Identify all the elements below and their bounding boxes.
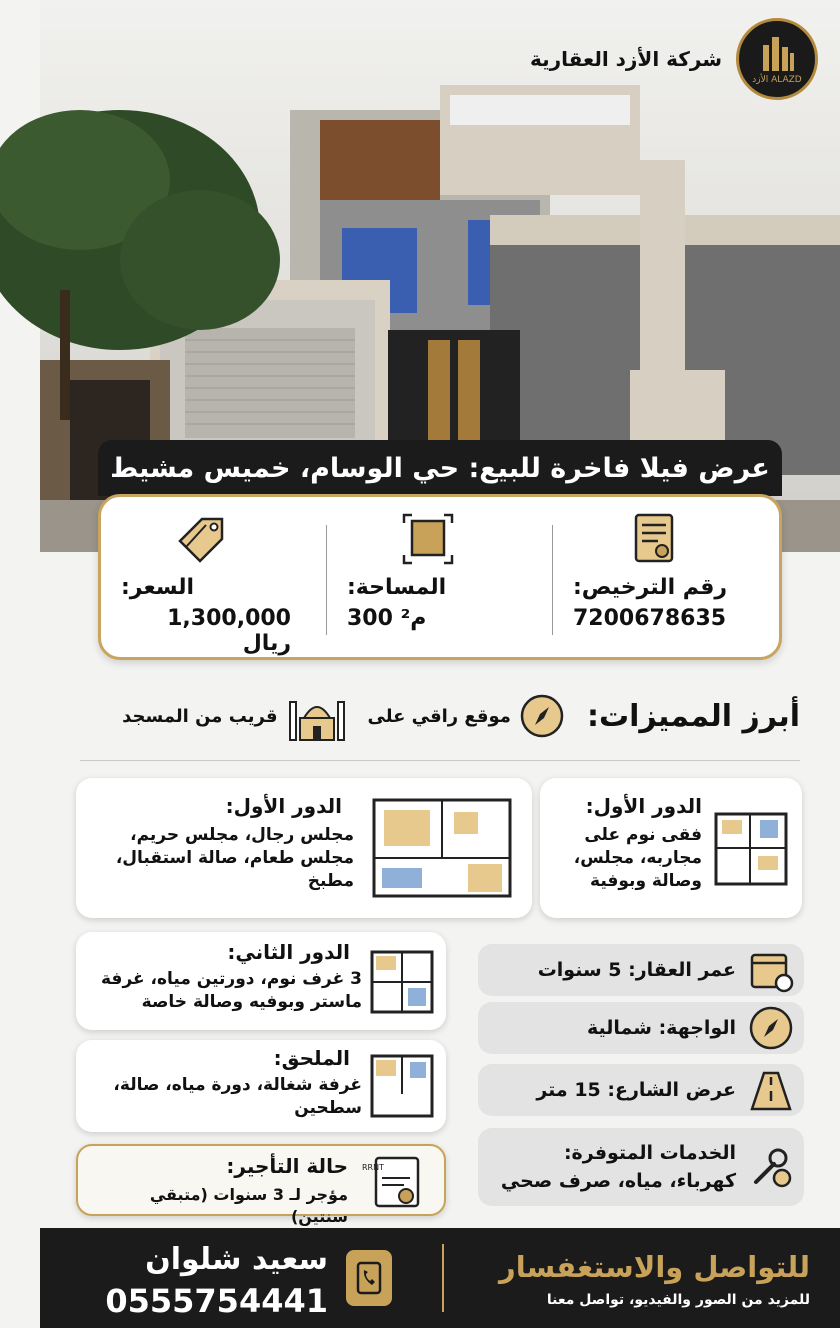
street-width-text: عرض الشارع: 15 متر [536,1079,736,1101]
facade-compass-icon [748,1005,794,1051]
section-divider [80,760,800,761]
area-icon [398,511,458,567]
property-age-text: عمر العقار: 5 سنوات [537,959,736,981]
tools-icon [748,1144,794,1190]
license-label: رقم الترخيص: [573,575,728,600]
contract-label: RRNT [362,1163,384,1172]
floor-plan-icon [714,812,788,886]
license-value: 7200678635 [573,606,727,631]
second-floor-text: 3 غرف نوم، دورتين مياه، غرفة ماستر وبوفيه وصالة خاصة [101,969,362,1012]
features-row [80,686,800,746]
feature-location [368,693,565,739]
contact-title: للتواصل والاستغفسار [499,1250,810,1284]
second-floor-card [76,932,446,1030]
feature-mosque [122,688,347,744]
contact-subtitle: للمزيد من الصور والفيديو، تواصل معنا [546,1292,810,1308]
rent-status-title: حالة التأجير: [226,1154,348,1178]
annex-title: الملحق: [273,1046,350,1070]
services-text: كهرباء، مياه، صرف صحي [500,1170,736,1192]
rent-status-card [76,1144,446,1226]
services-pill [478,1128,804,1206]
listing-title: عرض فيلا فاخرة للبيع: حي الوسام، خميس مشيط [98,440,782,496]
brand [530,18,818,100]
price-column [101,497,327,657]
annex-text: غرفة شغالة، دورة مياه، صالة، سطحين [113,1075,362,1118]
company-name: شركة الأزد العقارية [529,47,722,71]
second-floor-plan-icon [370,950,434,1014]
rent-status-text: مؤجر لـ 3 سنوات (متبقي سنتين) [149,1185,348,1226]
services-text-block [501,1142,736,1192]
agent-name: سعيد شلوان [145,1242,328,1277]
first-floor-card [540,778,802,918]
first-floor-text: فقى نوم على مجاربه، مجلس، وصالة وبوفية [573,825,702,891]
agent-phone[interactable]: 0555754441 [105,1282,328,1320]
rent-contract-icon [362,1154,426,1210]
feature-mosque-text: قريب من المسجد [122,705,278,727]
road-icon [748,1067,794,1113]
compass-icon [519,693,565,739]
building-logo-icon [757,33,797,73]
facade-text: الواجهة: شمالية [586,1017,736,1039]
first-floor-title: الدور الأول: [585,794,702,818]
ground-floor-plan-icon [372,798,512,898]
footer-divider [442,1244,444,1312]
price-tag-icon [172,511,232,567]
area-value: 300 م² [347,606,427,631]
phone-button[interactable] [346,1250,392,1306]
area-label: المساحة: [347,575,447,600]
logo-text: ALAZD الأزد [752,75,802,85]
area-column [327,497,553,657]
certificate-icon [624,511,684,567]
ground-floor-card [76,778,532,918]
facade-pill [478,1002,804,1054]
price-value: 1,300,000 ريال [167,606,291,656]
annex-card [76,1040,446,1132]
tree-illustration [0,90,300,420]
ground-floor-title: الدور الأول: [225,794,342,818]
features-title: أبرز المميزات: [586,698,800,734]
mosque-icon [286,688,348,744]
ground-floor-text: مجلس رجال، مجلس حريم، مجلس طعام، صالة استقبال، مطبخ [115,825,354,891]
feature-location-text: موقع راقي على [367,705,511,727]
license-column [553,497,779,657]
calendar-icon [748,947,794,993]
second-floor-title: الدور الثاني: [227,940,350,964]
street-width-pill [478,1064,804,1116]
property-age-pill [478,944,804,996]
price-label: السعر: [121,575,195,600]
phone-icon [355,1261,383,1295]
annex-plan-icon [370,1054,434,1118]
services-title: الخدمات المتوفرة: [563,1142,736,1164]
company-logo [736,18,818,100]
footer [40,1228,840,1328]
info-card [98,494,782,660]
